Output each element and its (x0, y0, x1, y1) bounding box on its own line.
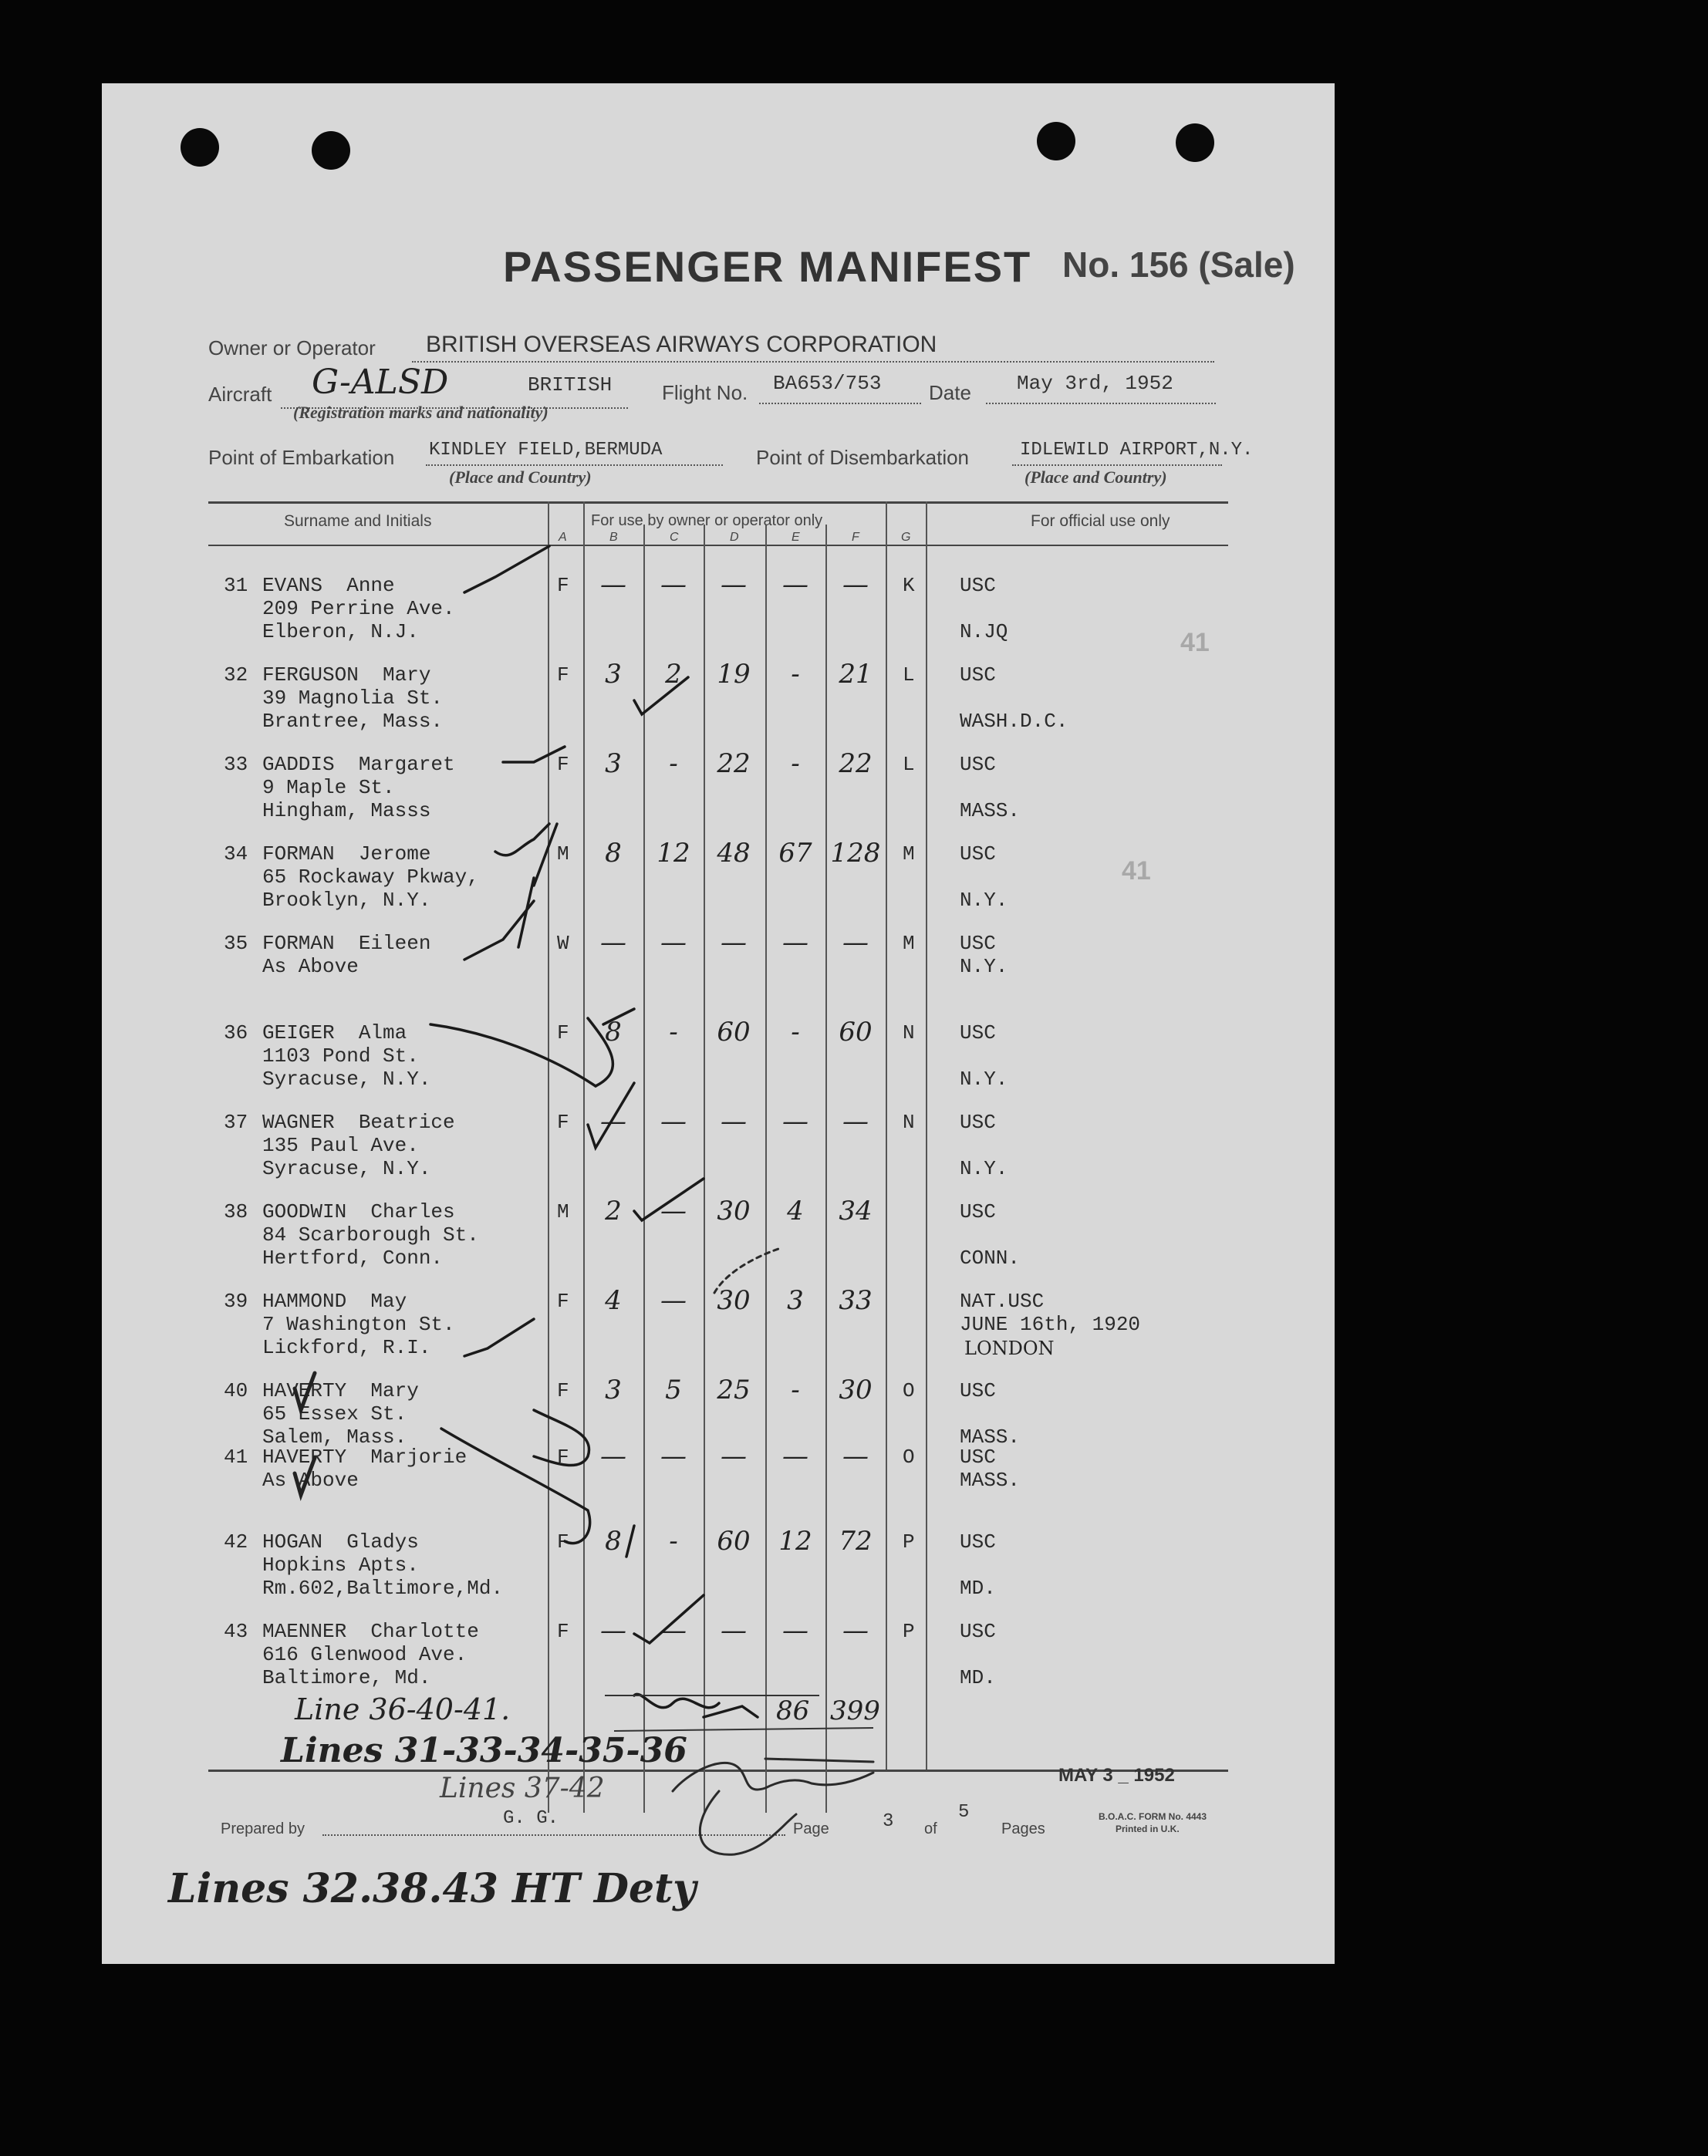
cell-f: — (842, 569, 869, 600)
official-destination: N.Y. (960, 1068, 1008, 1091)
passenger-name: FORMAN Eileen (262, 932, 431, 955)
cell-e: — (782, 569, 808, 600)
official-destination: N.Y. (960, 955, 1008, 978)
aircraft-label: Aircraft (208, 383, 272, 406)
passenger-address-1: Hopkins Apts. (262, 1554, 419, 1577)
cell-g: M (903, 842, 915, 865)
passenger-number: 32 (224, 663, 248, 687)
cell-f: — (842, 1106, 869, 1137)
cell-c: — (660, 1106, 687, 1137)
official-status: USC (960, 1111, 996, 1134)
header-col-d: D (730, 531, 739, 544)
cell-e: - (791, 748, 800, 779)
passenger-address-2: Hertford, Conn. (262, 1247, 444, 1270)
cell-d: 30 (717, 1196, 751, 1226)
cell-d: 30 (717, 1285, 751, 1316)
cell-g: O (903, 1446, 915, 1469)
cell-b: 4 (605, 1285, 622, 1316)
header-official-use: For official use only (1031, 512, 1170, 530)
passenger-name: EVANS Anne (262, 574, 395, 597)
header-col-b: B (609, 531, 618, 544)
official-status: USC (960, 1021, 996, 1044)
cell-c: - (669, 748, 678, 779)
date-label: Date (929, 381, 971, 404)
cell-d: 48 (717, 838, 751, 869)
annotation-lines-3: Lines 37-42 (440, 1773, 605, 1804)
flight-label: Flight No. (662, 381, 748, 404)
official-destination: MASS. (960, 799, 1021, 822)
passenger-number: 40 (224, 1379, 248, 1402)
passenger-number: 43 (224, 1620, 248, 1643)
passenger-sex: F (557, 1290, 569, 1313)
annotation-lines-4: Lines 32.38.43 HT Dety (168, 1865, 697, 1912)
owner-value: BRITISH OVERSEAS AIRWAYS CORPORATION (426, 332, 937, 357)
cell-b: 2 (605, 1196, 622, 1226)
embark-sub-label: (Place and Country) (449, 467, 592, 487)
form-ref-1: B.O.A.C. FORM No. 4443 (1099, 1811, 1207, 1822)
official-status: USC (960, 1620, 996, 1643)
passenger-address-1: 7 Washington St. (262, 1313, 455, 1336)
passenger-sex: F (557, 1530, 569, 1554)
disembark-sub-label: (Place and Country) (1024, 467, 1167, 487)
aircraft-value: G-ALSD (312, 363, 449, 402)
passenger-address-2: Syracuse, N.Y. (262, 1157, 431, 1180)
passenger-number: 33 (224, 753, 248, 776)
passenger-address-2: Elberon, N.J. (262, 620, 419, 643)
passenger-sex: F (557, 1379, 569, 1402)
official-destination: MASS. (960, 1426, 1021, 1449)
passenger-number: 37 (224, 1111, 248, 1134)
official-naturalization-date: JUNE 16th, 1920 (960, 1313, 1141, 1336)
header-col-e: E (792, 531, 800, 544)
stamp-date: MAY 3 _ 1952 (1058, 1765, 1175, 1786)
header-col-c: C (670, 531, 679, 544)
passenger-name: FERGUSON Mary (262, 663, 431, 687)
cell-d: — (721, 927, 747, 958)
passenger-sex: F (557, 753, 569, 776)
cell-d: 22 (717, 748, 751, 779)
official-status: USC (960, 842, 996, 865)
official-status: NAT.USC (960, 1290, 1045, 1313)
passenger-address-1: 616 Glenwood Ave. (262, 1643, 468, 1666)
cell-b: 8 (605, 838, 622, 869)
passenger-address-2: Rm.602,Baltimore,Md. (262, 1577, 504, 1600)
nationality-value: BRITISH (528, 373, 613, 396)
cell-g: O (903, 1379, 915, 1402)
cell-f: 60 (839, 1017, 873, 1048)
cell-f: 30 (839, 1375, 873, 1405)
header-owner-use: For use by owner or operator only (591, 512, 823, 529)
passenger-address-1: 39 Magnolia St. (262, 687, 444, 710)
official-status: USC (960, 663, 996, 687)
date-value: May 3rd, 1952 (1017, 372, 1173, 395)
page-value: 3 (883, 1811, 894, 1832)
cell-c: — (660, 927, 687, 958)
official-status: USC (960, 932, 996, 955)
passenger-address-1: 9 Maple St. (262, 776, 395, 799)
cell-f: 22 (839, 748, 873, 779)
passenger-number: 36 (224, 1021, 248, 1044)
official-destination: WASH.D.C. (960, 710, 1068, 733)
cell-g: L (903, 663, 915, 687)
cell-f: 34 (839, 1196, 873, 1226)
official-mark: 41 (1180, 628, 1210, 657)
cell-b: 8 (605, 1017, 622, 1048)
cell-c: — (660, 1615, 687, 1646)
passenger-sex: F (557, 1446, 569, 1469)
cell-f: 72 (839, 1526, 873, 1557)
passenger-address-1: As Above (262, 955, 359, 978)
passenger-number: 38 (224, 1200, 248, 1223)
cell-e: — (782, 1615, 808, 1646)
passenger-address-2: Brantree, Mass. (262, 710, 444, 733)
passenger-address-1: 135 Paul Ave. (262, 1134, 419, 1157)
cell-g: M (903, 932, 915, 955)
cell-e: — (782, 1441, 808, 1472)
total-e: 86 (776, 1695, 810, 1726)
header-col-g: G (901, 531, 911, 544)
cell-g: K (903, 574, 915, 597)
cell-g: P (903, 1620, 915, 1643)
header-col-a: A (559, 531, 567, 544)
cell-d: — (721, 1106, 747, 1137)
cell-d: 19 (717, 659, 751, 690)
official-destination: MASS. (960, 1469, 1021, 1492)
official-status: USC (960, 753, 996, 776)
passenger-sex: F (557, 1111, 569, 1134)
pages-label: Pages (1001, 1820, 1045, 1837)
official-destination: MD. (960, 1577, 996, 1600)
passenger-name: GADDIS Margaret (262, 753, 455, 776)
passenger-name: HOGAN Gladys (262, 1530, 419, 1554)
cell-b: 3 (605, 748, 622, 779)
passenger-number: 41 (224, 1446, 248, 1469)
official-status: USC (960, 1379, 996, 1402)
disembark-value: IDLEWILD AIRPORT,N.Y. (1020, 440, 1254, 461)
manifest-number: No. 156 (Sale) (1062, 245, 1295, 285)
cell-c: — (660, 1441, 687, 1472)
official-destination: N.Y. (960, 1157, 1008, 1180)
cell-d: 25 (717, 1375, 751, 1405)
cell-d: — (721, 569, 747, 600)
cell-b: — (600, 927, 626, 958)
page-label: Page (793, 1820, 829, 1837)
form-title: PASSENGER MANIFEST (503, 242, 1032, 291)
pages-value: 5 (958, 1802, 970, 1823)
passenger-name: FORMAN Jerome (262, 842, 431, 865)
official-destination: MD. (960, 1666, 996, 1689)
disembark-label: Point of Disembarkation (756, 446, 970, 469)
official-status: USC (960, 1200, 996, 1223)
cell-b: — (600, 1615, 626, 1646)
cell-g: P (903, 1530, 915, 1554)
passenger-address-2: Baltimore, Md. (262, 1666, 431, 1689)
passenger-address-2: Brooklyn, N.Y. (262, 889, 431, 912)
cell-f: 33 (839, 1285, 873, 1316)
passenger-name: GOODWIN Charles (262, 1200, 455, 1223)
total-f: 399 (830, 1695, 880, 1726)
cell-f: — (842, 1615, 869, 1646)
official-destination: CONN. (960, 1247, 1021, 1270)
cell-e: 12 (778, 1526, 812, 1557)
cell-f: 128 (830, 838, 881, 869)
cell-c: 12 (657, 838, 690, 869)
passenger-name: MAENNER Charlotte (262, 1620, 479, 1643)
passenger-sex: W (557, 932, 569, 955)
cell-e: — (782, 927, 808, 958)
cell-b: 3 (605, 1375, 622, 1405)
cell-e: 3 (787, 1285, 804, 1316)
cell-c: - (669, 1526, 678, 1557)
header-col-f: F (852, 531, 859, 544)
cell-e: - (791, 1375, 800, 1405)
cell-e: - (791, 659, 800, 690)
passenger-number: 35 (224, 932, 248, 955)
of-label: of (924, 1820, 937, 1837)
passenger-number: 31 (224, 574, 248, 597)
passenger-address-1: 65 Rockaway Pkway, (262, 865, 479, 889)
official-status: USC (960, 1446, 996, 1469)
cell-b: — (600, 1106, 626, 1137)
cell-g: N (903, 1021, 915, 1044)
passenger-name: WAGNER Beatrice (262, 1111, 455, 1134)
passenger-address-1: 84 Scarborough St. (262, 1223, 479, 1247)
annotation-lines-2: Lines 31-33-34-35-36 (281, 1731, 687, 1770)
cell-c: — (660, 1285, 687, 1316)
cell-d: 60 (717, 1526, 751, 1557)
official-status: USC (960, 1530, 996, 1554)
official-status: USC (960, 574, 996, 597)
cell-f: — (842, 927, 869, 958)
passenger-name: HAVERTY Mary (262, 1379, 419, 1402)
passenger-name: HAVERTY Marjorie (262, 1446, 468, 1469)
prepared-by-value: G. G. (503, 1808, 559, 1829)
passenger-sex: F (557, 574, 569, 597)
passenger-sex: M (557, 842, 569, 865)
passenger-sex: F (557, 663, 569, 687)
passenger-address-1: 65 Essex St. (262, 1402, 407, 1426)
owner-label: Owner or Operator (208, 336, 376, 359)
passenger-sex: M (557, 1200, 569, 1223)
passenger-sex: F (557, 1620, 569, 1643)
passenger-address-1: As Above (262, 1469, 359, 1492)
annotation-lines-1: Line 36-40-41. (295, 1692, 511, 1726)
official-mark: 41 (1122, 856, 1151, 886)
cell-e: 67 (778, 838, 812, 869)
official-destination: N.Y. (960, 889, 1008, 912)
passenger-address-2: Syracuse, N.Y. (262, 1068, 431, 1091)
cell-e: - (791, 1017, 800, 1048)
official-naturalization-place: LONDON (964, 1338, 1055, 1359)
passenger-name: GEIGER Alma (262, 1021, 407, 1044)
prepared-by-label: Prepared by (221, 1820, 305, 1837)
aircraft-sub-label: (Registration marks and nationality) (293, 403, 549, 422)
cell-d: 60 (717, 1017, 751, 1048)
manifest-sheet (102, 83, 1335, 1964)
cell-b: 8 (605, 1526, 622, 1557)
passenger-address-2: Salem, Mass. (262, 1426, 407, 1449)
cell-g: L (903, 753, 915, 776)
passenger-address-2: Hingham, Masss (262, 799, 431, 822)
cell-f: 21 (839, 659, 873, 690)
passenger-number: 34 (224, 842, 248, 865)
handwritten-check-marks (102, 83, 1335, 1964)
cell-c: — (660, 569, 687, 600)
form-ref-2: Printed in U.K. (1116, 1824, 1180, 1834)
cell-b: — (600, 1441, 626, 1472)
passenger-address-1: 1103 Pond St. (262, 1044, 419, 1068)
passenger-name: HAMMOND May (262, 1290, 407, 1313)
cell-c: — (660, 1196, 687, 1226)
passenger-number: 42 (224, 1530, 248, 1554)
cell-b: — (600, 569, 626, 600)
cell-c: - (669, 1017, 678, 1048)
cell-e: — (782, 1106, 808, 1137)
cell-g: N (903, 1111, 915, 1134)
passenger-address-1: 209 Perrine Ave. (262, 597, 455, 620)
cell-b: 3 (605, 659, 622, 690)
passenger-address-2: Lickford, R.I. (262, 1336, 431, 1359)
official-destination: N.JQ (960, 620, 1008, 643)
cell-c: 5 (665, 1375, 682, 1405)
cell-c: 2 (665, 659, 682, 690)
flight-value: BA653/753 (773, 372, 882, 395)
embark-label: Point of Embarkation (208, 446, 395, 469)
cell-d: — (721, 1615, 747, 1646)
cell-e: 4 (787, 1196, 804, 1226)
header-surname: Surname and Initials (284, 512, 432, 530)
cell-d: — (721, 1441, 747, 1472)
embark-value: KINDLEY FIELD,BERMUDA (429, 440, 663, 461)
cell-f: — (842, 1441, 869, 1472)
passenger-sex: F (557, 1021, 569, 1044)
passenger-number: 39 (224, 1290, 248, 1313)
